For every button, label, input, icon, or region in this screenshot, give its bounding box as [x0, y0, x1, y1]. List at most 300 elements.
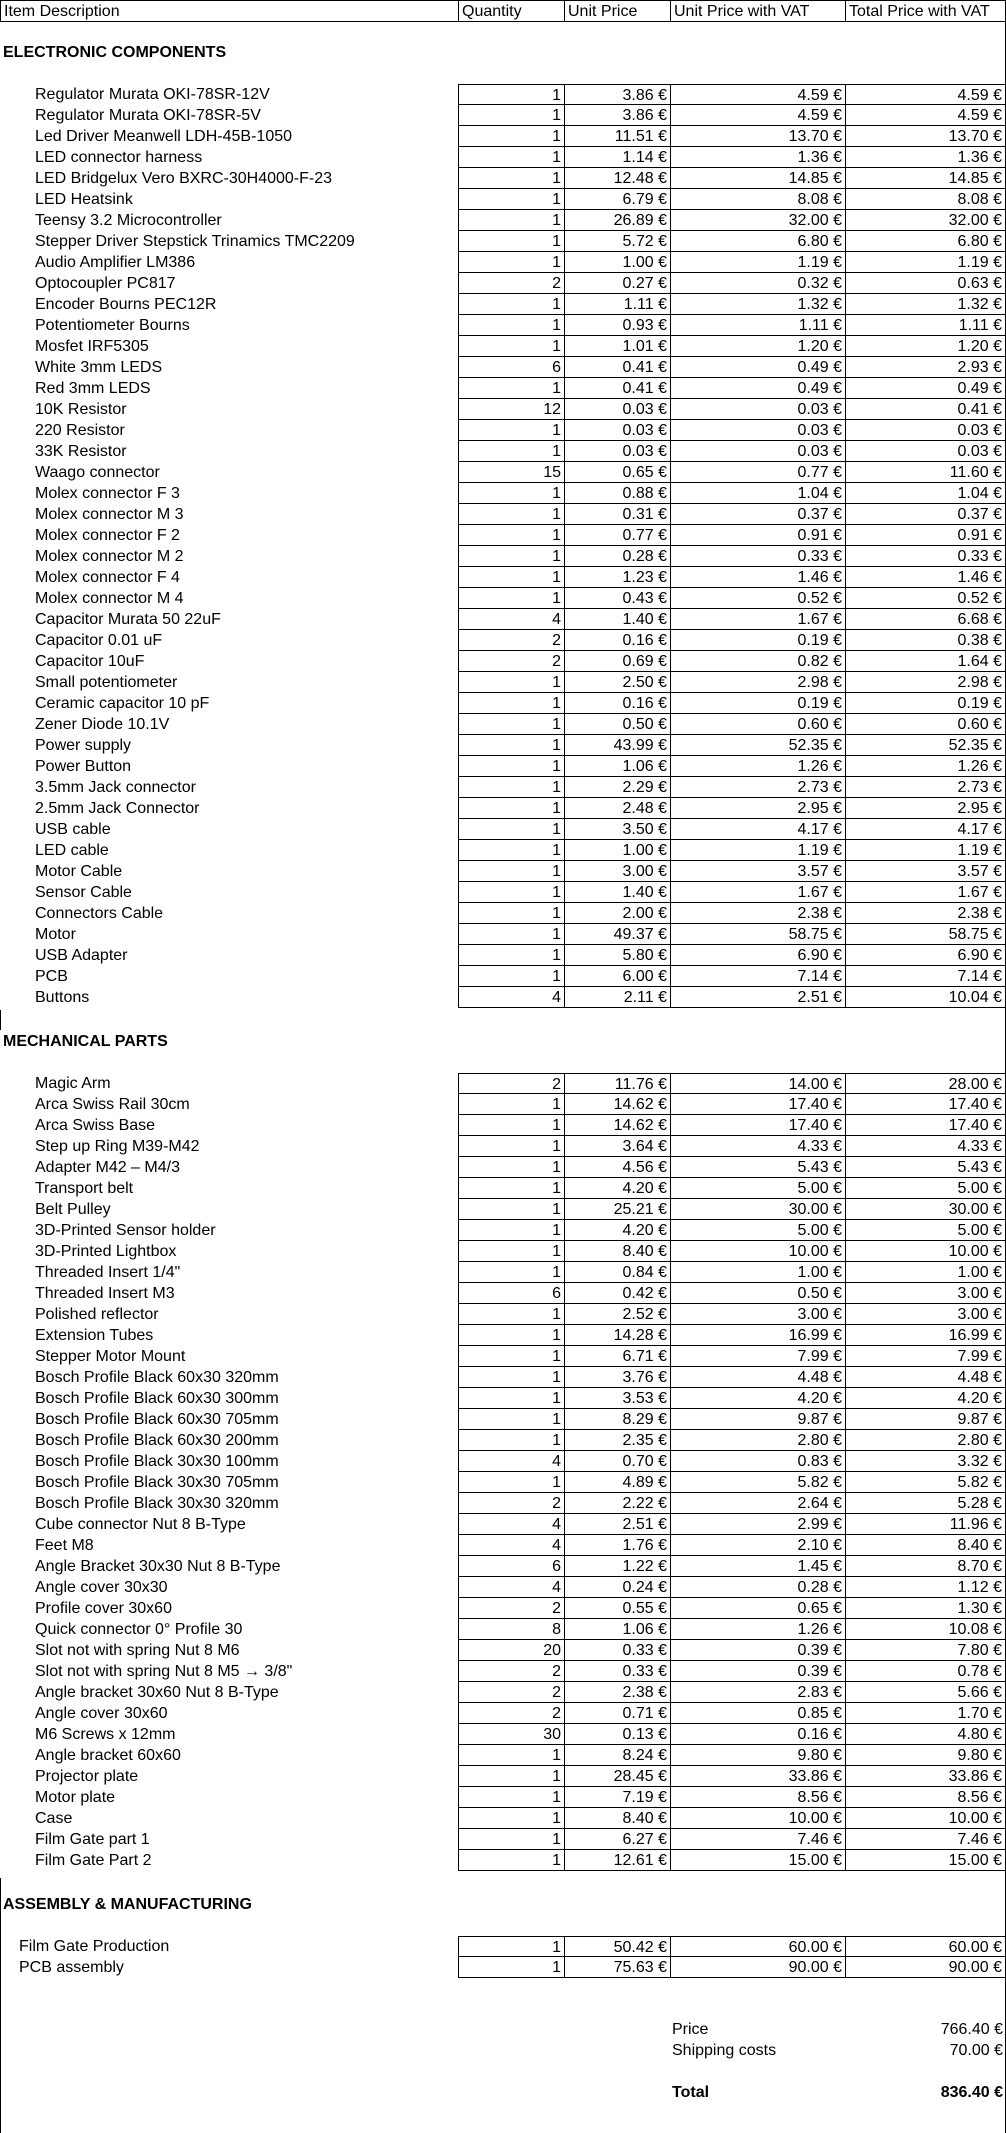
unit-price-cell[interactable]: 0.28 € — [564, 546, 671, 567]
item-description-cell[interactable]: Motor Cable — [35, 863, 123, 880]
total-price-cell[interactable]: 0.41 € — [845, 399, 1006, 420]
total-price-cell[interactable]: 4.80 € — [845, 1724, 1006, 1745]
item-description-cell[interactable]: Motor — [35, 926, 76, 943]
item-description-cell[interactable]: Threaded Insert 1/4" — [35, 1264, 181, 1281]
unit-price-vat-cell[interactable]: 10.00 € — [670, 1808, 846, 1829]
unit-price-vat-cell[interactable]: 2.64 € — [670, 1493, 846, 1514]
unit-price-cell[interactable]: 0.03 € — [564, 441, 671, 462]
total-price-cell[interactable]: 17.40 € — [845, 1115, 1006, 1136]
unit-price-cell[interactable]: 50.42 € — [564, 1936, 671, 1957]
unit-price-vat-cell[interactable]: 4.59 € — [670, 105, 846, 126]
quantity-cell[interactable]: 1 — [458, 315, 565, 336]
unit-price-vat-cell[interactable]: 2.83 € — [670, 1682, 846, 1703]
quantity-cell[interactable]: 1 — [458, 189, 565, 210]
total-price-cell[interactable]: 1.12 € — [845, 1577, 1006, 1598]
unit-price-cell[interactable]: 3.86 € — [564, 84, 671, 105]
unit-price-vat-cell[interactable]: 0.33 € — [670, 546, 846, 567]
total-price-cell[interactable]: 6.68 € — [845, 609, 1006, 630]
unit-price-cell[interactable]: 2.38 € — [564, 1682, 671, 1703]
unit-price-cell[interactable]: 75.63 € — [564, 1957, 671, 1978]
unit-price-vat-cell[interactable]: 0.39 € — [670, 1661, 846, 1682]
quantity-cell[interactable]: 1 — [458, 546, 565, 567]
unit-price-cell[interactable]: 0.88 € — [564, 483, 671, 504]
item-description-cell[interactable]: Waago connector — [35, 464, 160, 481]
quantity-cell[interactable]: 1 — [458, 252, 565, 273]
unit-price-vat-cell[interactable]: 1.67 € — [670, 882, 846, 903]
quantity-cell[interactable]: 1 — [458, 84, 565, 105]
unit-price-cell[interactable]: 2.29 € — [564, 777, 671, 798]
item-description-cell[interactable]: Encoder Bourns PEC12R — [35, 296, 217, 313]
item-description-cell[interactable]: Feet M8 — [35, 1537, 94, 1554]
unit-price-vat-cell[interactable]: 0.28 € — [670, 1577, 846, 1598]
unit-price-cell[interactable]: 1.06 € — [564, 756, 671, 777]
unit-price-cell[interactable]: 0.13 € — [564, 1724, 671, 1745]
quantity-cell[interactable]: 1 — [458, 504, 565, 525]
quantity-cell[interactable]: 1 — [458, 231, 565, 252]
item-description-cell[interactable]: LED connector harness — [35, 149, 203, 166]
quantity-cell[interactable]: 2 — [458, 1661, 565, 1682]
total-price-cell[interactable]: 32.00 € — [845, 210, 1006, 231]
header-item-description[interactable]: Item Description — [0, 0, 459, 22]
total-price-cell[interactable]: 1.19 € — [845, 252, 1006, 273]
item-description-cell[interactable]: Film Gate Production — [19, 1938, 170, 1955]
quantity-cell[interactable]: 1 — [458, 714, 565, 735]
total-price-cell[interactable]: 1.20 € — [845, 336, 1006, 357]
unit-price-cell[interactable]: 0.33 € — [564, 1640, 671, 1661]
quantity-cell[interactable]: 1 — [458, 861, 565, 882]
quantity-cell[interactable]: 4 — [458, 1451, 565, 1472]
summary-shipping-value[interactable]: 70.00 € — [949, 2042, 1003, 2059]
unit-price-cell[interactable]: 2.00 € — [564, 903, 671, 924]
item-description-cell[interactable]: Led Driver Meanwell LDH-45B-1050 — [35, 128, 293, 145]
unit-price-vat-cell[interactable]: 1.04 € — [670, 483, 846, 504]
unit-price-cell[interactable]: 7.19 € — [564, 1787, 671, 1808]
quantity-cell[interactable]: 2 — [458, 1682, 565, 1703]
unit-price-cell[interactable]: 3.00 € — [564, 861, 671, 882]
total-price-cell[interactable]: 2.38 € — [845, 903, 1006, 924]
header-total-price-vat[interactable]: Total Price with VAT — [845, 0, 1006, 22]
quantity-cell[interactable]: 4 — [458, 987, 565, 1008]
quantity-cell[interactable]: 2 — [458, 1703, 565, 1724]
unit-price-cell[interactable]: 4.20 € — [564, 1178, 671, 1199]
quantity-cell[interactable]: 1 — [458, 1850, 565, 1871]
item-description-cell[interactable]: Arca Swiss Rail 30cm — [35, 1096, 190, 1113]
unit-price-vat-cell[interactable]: 2.10 € — [670, 1535, 846, 1556]
item-description-cell[interactable]: Step up Ring M39-M42 — [35, 1138, 200, 1155]
unit-price-vat-cell[interactable]: 1.19 € — [670, 252, 846, 273]
unit-price-vat-cell[interactable]: 0.03 € — [670, 420, 846, 441]
unit-price-cell[interactable]: 11.76 € — [564, 1073, 671, 1094]
total-price-cell[interactable]: 8.08 € — [845, 189, 1006, 210]
quantity-cell[interactable]: 1 — [458, 1388, 565, 1409]
item-description-cell[interactable]: LED Heatsink — [35, 191, 133, 208]
total-price-cell[interactable]: 10.00 € — [845, 1241, 1006, 1262]
quantity-cell[interactable]: 1 — [458, 966, 565, 987]
unit-price-vat-cell[interactable]: 0.49 € — [670, 378, 846, 399]
unit-price-cell[interactable]: 4.20 € — [564, 1220, 671, 1241]
unit-price-cell[interactable]: 5.72 € — [564, 231, 671, 252]
unit-price-cell[interactable]: 8.40 € — [564, 1241, 671, 1262]
unit-price-vat-cell[interactable]: 33.86 € — [670, 1766, 846, 1787]
item-description-cell[interactable]: 33K Resistor — [35, 443, 127, 460]
unit-price-cell[interactable]: 1.14 € — [564, 147, 671, 168]
total-price-cell[interactable]: 0.37 € — [845, 504, 1006, 525]
total-price-cell[interactable]: 6.80 € — [845, 231, 1006, 252]
total-price-cell[interactable]: 7.14 € — [845, 966, 1006, 987]
unit-price-cell[interactable]: 1.76 € — [564, 1535, 671, 1556]
unit-price-vat-cell[interactable]: 2.73 € — [670, 777, 846, 798]
unit-price-vat-cell[interactable]: 0.37 € — [670, 504, 846, 525]
total-price-cell[interactable]: 1.67 € — [845, 882, 1006, 903]
unit-price-vat-cell[interactable]: 0.19 € — [670, 630, 846, 651]
total-price-cell[interactable]: 4.48 € — [845, 1367, 1006, 1388]
item-description-cell[interactable]: Teensy 3.2 Microcontroller — [35, 212, 222, 229]
unit-price-vat-cell[interactable]: 5.43 € — [670, 1157, 846, 1178]
quantity-cell[interactable]: 1 — [458, 1325, 565, 1346]
item-description-cell[interactable]: Potentiometer Bourns — [35, 317, 190, 334]
quantity-cell[interactable]: 1 — [458, 1472, 565, 1493]
unit-price-vat-cell[interactable]: 1.26 € — [670, 756, 846, 777]
item-description-cell[interactable]: Magic Arm — [35, 1075, 111, 1092]
unit-price-cell[interactable]: 0.77 € — [564, 525, 671, 546]
unit-price-cell[interactable]: 0.42 € — [564, 1283, 671, 1304]
total-price-cell[interactable]: 17.40 € — [845, 1094, 1006, 1115]
unit-price-vat-cell[interactable]: 0.77 € — [670, 462, 846, 483]
total-price-cell[interactable]: 6.90 € — [845, 945, 1006, 966]
quantity-cell[interactable]: 15 — [458, 462, 565, 483]
total-price-cell[interactable]: 1.32 € — [845, 294, 1006, 315]
total-price-cell[interactable]: 0.33 € — [845, 546, 1006, 567]
unit-price-vat-cell[interactable]: 2.95 € — [670, 798, 846, 819]
item-description-cell[interactable]: Cube connector Nut 8 B-Type — [35, 1516, 246, 1533]
quantity-cell[interactable]: 1 — [458, 294, 565, 315]
total-price-cell[interactable]: 7.80 € — [845, 1640, 1006, 1661]
unit-price-vat-cell[interactable]: 1.67 € — [670, 609, 846, 630]
quantity-cell[interactable]: 2 — [458, 273, 565, 294]
total-price-cell[interactable]: 5.00 € — [845, 1178, 1006, 1199]
quantity-cell[interactable]: 1 — [458, 1808, 565, 1829]
unit-price-vat-cell[interactable]: 1.32 € — [670, 294, 846, 315]
quantity-cell[interactable]: 1 — [458, 1241, 565, 1262]
unit-price-cell[interactable]: 8.29 € — [564, 1409, 671, 1430]
total-price-cell[interactable]: 16.99 € — [845, 1325, 1006, 1346]
unit-price-cell[interactable]: 2.22 € — [564, 1493, 671, 1514]
unit-price-vat-cell[interactable]: 3.00 € — [670, 1304, 846, 1325]
total-price-cell[interactable]: 28.00 € — [845, 1073, 1006, 1094]
unit-price-cell[interactable]: 0.55 € — [564, 1598, 671, 1619]
unit-price-cell[interactable]: 0.50 € — [564, 714, 671, 735]
unit-price-vat-cell[interactable]: 4.20 € — [670, 1388, 846, 1409]
item-description-cell[interactable]: Buttons — [35, 989, 90, 1006]
item-description-cell[interactable]: Quick connector 0° Profile 30 — [35, 1621, 243, 1638]
unit-price-vat-cell[interactable]: 0.49 € — [670, 357, 846, 378]
quantity-cell[interactable]: 1 — [458, 882, 565, 903]
unit-price-cell[interactable]: 2.48 € — [564, 798, 671, 819]
unit-price-vat-cell[interactable]: 4.17 € — [670, 819, 846, 840]
unit-price-vat-cell[interactable]: 14.85 € — [670, 168, 846, 189]
unit-price-vat-cell[interactable]: 10.00 € — [670, 1241, 846, 1262]
total-price-cell[interactable]: 0.63 € — [845, 273, 1006, 294]
item-description-cell[interactable]: Angle cover 30x60 — [35, 1705, 168, 1722]
quantity-cell[interactable]: 1 — [458, 441, 565, 462]
item-description-cell[interactable]: Case — [35, 1810, 73, 1827]
total-price-cell[interactable]: 3.57 € — [845, 861, 1006, 882]
quantity-cell[interactable]: 1 — [458, 735, 565, 756]
unit-price-cell[interactable]: 0.43 € — [564, 588, 671, 609]
quantity-cell[interactable]: 2 — [458, 1598, 565, 1619]
unit-price-vat-cell[interactable]: 8.08 € — [670, 189, 846, 210]
unit-price-vat-cell[interactable]: 3.57 € — [670, 861, 846, 882]
unit-price-cell[interactable]: 0.03 € — [564, 420, 671, 441]
unit-price-cell[interactable]: 25.21 € — [564, 1199, 671, 1220]
quantity-cell[interactable]: 1 — [458, 1094, 565, 1115]
quantity-cell[interactable]: 1 — [458, 105, 565, 126]
total-price-cell[interactable]: 0.52 € — [845, 588, 1006, 609]
total-price-cell[interactable]: 3.32 € — [845, 1451, 1006, 1472]
total-price-cell[interactable]: 10.08 € — [845, 1619, 1006, 1640]
item-description-cell[interactable]: Angle bracket 60x60 — [35, 1747, 181, 1764]
item-description-cell[interactable]: Bosch Profile Black 30x30 320mm — [35, 1495, 279, 1512]
item-description-cell[interactable]: Bosch Profile Black 30x30 100mm — [35, 1453, 279, 1470]
item-description-cell[interactable]: Slot not with spring Nut 8 M6 — [35, 1642, 240, 1659]
unit-price-cell[interactable]: 49.37 € — [564, 924, 671, 945]
item-description-cell[interactable]: Optocoupler PC817 — [35, 275, 176, 292]
total-price-cell[interactable]: 60.00 € — [845, 1936, 1006, 1957]
unit-price-cell[interactable]: 0.65 € — [564, 462, 671, 483]
unit-price-cell[interactable]: 8.40 € — [564, 1808, 671, 1829]
quantity-cell[interactable]: 1 — [458, 1936, 565, 1957]
item-description-cell[interactable]: Molex connector M 3 — [35, 506, 184, 523]
unit-price-cell[interactable]: 14.62 € — [564, 1094, 671, 1115]
unit-price-cell[interactable]: 0.16 € — [564, 630, 671, 651]
unit-price-cell[interactable]: 43.99 € — [564, 735, 671, 756]
unit-price-vat-cell[interactable]: 30.00 € — [670, 1199, 846, 1220]
unit-price-cell[interactable]: 11.51 € — [564, 126, 671, 147]
quantity-cell[interactable]: 6 — [458, 357, 565, 378]
total-price-cell[interactable]: 5.82 € — [845, 1472, 1006, 1493]
unit-price-vat-cell[interactable]: 1.20 € — [670, 336, 846, 357]
total-price-cell[interactable]: 4.59 € — [845, 105, 1006, 126]
item-description-cell[interactable]: Bosch Profile Black 60x30 300mm — [35, 1390, 279, 1407]
unit-price-vat-cell[interactable]: 0.65 € — [670, 1598, 846, 1619]
unit-price-vat-cell[interactable]: 0.32 € — [670, 273, 846, 294]
total-price-cell[interactable]: 7.99 € — [845, 1346, 1006, 1367]
item-description-cell[interactable]: Stepper Driver Stepstick Trinamics TMC2209 — [35, 233, 355, 250]
unit-price-vat-cell[interactable]: 16.99 € — [670, 1325, 846, 1346]
quantity-cell[interactable]: 1 — [458, 1178, 565, 1199]
unit-price-cell[interactable]: 12.61 € — [564, 1850, 671, 1871]
unit-price-cell[interactable]: 1.06 € — [564, 1619, 671, 1640]
total-price-cell[interactable]: 52.35 € — [845, 735, 1006, 756]
quantity-cell[interactable]: 1 — [458, 210, 565, 231]
unit-price-vat-cell[interactable]: 2.98 € — [670, 672, 846, 693]
summary-total-value[interactable]: 836.40 € — [940, 2084, 1003, 2101]
unit-price-cell[interactable]: 0.33 € — [564, 1661, 671, 1682]
unit-price-cell[interactable]: 2.11 € — [564, 987, 671, 1008]
item-description-cell[interactable]: Bosch Profile Black 60x30 320mm — [35, 1369, 279, 1386]
total-price-cell[interactable]: 0.38 € — [845, 630, 1006, 651]
quantity-cell[interactable]: 1 — [458, 588, 565, 609]
item-description-cell[interactable]: White 3mm LEDS — [35, 359, 163, 376]
unit-price-cell[interactable]: 0.70 € — [564, 1451, 671, 1472]
unit-price-cell[interactable]: 0.69 € — [564, 651, 671, 672]
unit-price-vat-cell[interactable]: 5.00 € — [670, 1220, 846, 1241]
header-unit-price-vat[interactable]: Unit Price with VAT — [670, 0, 846, 22]
item-description-cell[interactable]: Motor plate — [35, 1789, 116, 1806]
quantity-cell[interactable]: 1 — [458, 672, 565, 693]
total-price-cell[interactable]: 0.91 € — [845, 525, 1006, 546]
unit-price-cell[interactable]: 0.27 € — [564, 273, 671, 294]
unit-price-vat-cell[interactable]: 8.56 € — [670, 1787, 846, 1808]
unit-price-cell[interactable]: 26.89 € — [564, 210, 671, 231]
unit-price-cell[interactable]: 14.28 € — [564, 1325, 671, 1346]
item-description-cell[interactable]: LED Bridgelux Vero BXRC-30H4000-F-23 — [35, 170, 333, 187]
quantity-cell[interactable]: 1 — [458, 1199, 565, 1220]
total-price-cell[interactable]: 13.70 € — [845, 126, 1006, 147]
unit-price-vat-cell[interactable]: 17.40 € — [670, 1115, 846, 1136]
item-description-cell[interactable]: Stepper Motor Mount — [35, 1348, 186, 1365]
quantity-cell[interactable]: 1 — [458, 1304, 565, 1325]
quantity-cell[interactable]: 1 — [458, 1430, 565, 1451]
unit-price-cell[interactable]: 2.35 € — [564, 1430, 671, 1451]
unit-price-vat-cell[interactable]: 5.00 € — [670, 1178, 846, 1199]
unit-price-cell[interactable]: 4.56 € — [564, 1157, 671, 1178]
unit-price-cell[interactable]: 12.48 € — [564, 168, 671, 189]
unit-price-cell[interactable]: 3.53 € — [564, 1388, 671, 1409]
item-description-cell[interactable]: Threaded Insert M3 — [35, 1285, 175, 1302]
quantity-cell[interactable]: 1 — [458, 378, 565, 399]
item-description-cell[interactable]: Transport belt — [35, 1180, 134, 1197]
item-description-cell[interactable]: Molex connector F 4 — [35, 569, 180, 586]
summary-price-value[interactable]: 766.40 € — [940, 2021, 1003, 2038]
quantity-cell[interactable]: 1 — [458, 840, 565, 861]
unit-price-vat-cell[interactable]: 17.40 € — [670, 1094, 846, 1115]
unit-price-vat-cell[interactable]: 0.52 € — [670, 588, 846, 609]
unit-price-cell[interactable]: 6.71 € — [564, 1346, 671, 1367]
quantity-cell[interactable]: 1 — [458, 168, 565, 189]
quantity-cell[interactable]: 4 — [458, 1514, 565, 1535]
item-description-cell[interactable]: M6 Screws x 12mm — [35, 1726, 176, 1743]
unit-price-cell[interactable]: 5.80 € — [564, 945, 671, 966]
unit-price-vat-cell[interactable]: 2.80 € — [670, 1430, 846, 1451]
quantity-cell[interactable]: 6 — [458, 1556, 565, 1577]
quantity-cell[interactable]: 1 — [458, 798, 565, 819]
total-price-cell[interactable]: 4.20 € — [845, 1388, 1006, 1409]
item-description-cell[interactable]: Bosch Profile Black 30x30 705mm — [35, 1474, 279, 1491]
quantity-cell[interactable]: 1 — [458, 1220, 565, 1241]
total-price-cell[interactable]: 2.80 € — [845, 1430, 1006, 1451]
quantity-cell[interactable]: 1 — [458, 819, 565, 840]
unit-price-cell[interactable]: 1.40 € — [564, 609, 671, 630]
total-price-cell[interactable]: 4.17 € — [845, 819, 1006, 840]
item-description-cell[interactable]: 3D-Printed Lightbox — [35, 1243, 177, 1260]
unit-price-cell[interactable]: 0.71 € — [564, 1703, 671, 1724]
item-description-cell[interactable]: Mosfet IRF5305 — [35, 338, 149, 355]
unit-price-vat-cell[interactable]: 0.85 € — [670, 1703, 846, 1724]
unit-price-vat-cell[interactable]: 15.00 € — [670, 1850, 846, 1871]
item-description-cell[interactable]: 2.5mm Jack Connector — [35, 800, 200, 817]
unit-price-cell[interactable]: 6.00 € — [564, 966, 671, 987]
total-price-cell[interactable]: 2.73 € — [845, 777, 1006, 798]
item-description-cell[interactable]: 220 Resistor — [35, 422, 125, 439]
item-description-cell[interactable]: Slot not with spring Nut 8 M5 → 3/8" — [35, 1663, 293, 1680]
unit-price-vat-cell[interactable]: 1.46 € — [670, 567, 846, 588]
unit-price-cell[interactable]: 1.40 € — [564, 882, 671, 903]
quantity-cell[interactable]: 4 — [458, 609, 565, 630]
item-description-cell[interactable]: 3D-Printed Sensor holder — [35, 1222, 216, 1239]
item-description-cell[interactable]: Adapter M42 – M4/3 — [35, 1159, 180, 1176]
header-unit-price[interactable]: Unit Price — [564, 0, 671, 22]
total-price-cell[interactable]: 10.00 € — [845, 1808, 1006, 1829]
item-description-cell[interactable]: Extension Tubes — [35, 1327, 154, 1344]
unit-price-cell[interactable]: 2.51 € — [564, 1514, 671, 1535]
unit-price-cell[interactable]: 6.27 € — [564, 1829, 671, 1850]
total-price-cell[interactable]: 33.86 € — [845, 1766, 1006, 1787]
item-description-cell[interactable]: Molex connector F 2 — [35, 527, 180, 544]
total-price-cell[interactable]: 1.36 € — [845, 147, 1006, 168]
item-description-cell[interactable]: Angle bracket 30x60 Nut 8 B-Type — [35, 1684, 279, 1701]
quantity-cell[interactable]: 1 — [458, 1766, 565, 1787]
total-price-cell[interactable]: 0.19 € — [845, 693, 1006, 714]
unit-price-vat-cell[interactable]: 14.00 € — [670, 1073, 846, 1094]
unit-price-vat-cell[interactable]: 0.03 € — [670, 441, 846, 462]
total-price-cell[interactable]: 2.95 € — [845, 798, 1006, 819]
total-price-cell[interactable]: 1.19 € — [845, 840, 1006, 861]
quantity-cell[interactable]: 1 — [458, 147, 565, 168]
total-price-cell[interactable]: 5.66 € — [845, 1682, 1006, 1703]
item-description-cell[interactable]: PCB — [35, 968, 68, 985]
item-description-cell[interactable]: Belt Pulley — [35, 1201, 111, 1218]
quantity-cell[interactable]: 8 — [458, 1619, 565, 1640]
item-description-cell[interactable]: Sensor Cable — [35, 884, 132, 901]
total-price-cell[interactable]: 2.98 € — [845, 672, 1006, 693]
unit-price-cell[interactable]: 6.79 € — [564, 189, 671, 210]
total-price-cell[interactable]: 1.00 € — [845, 1262, 1006, 1283]
unit-price-vat-cell[interactable]: 0.82 € — [670, 651, 846, 672]
item-description-cell[interactable]: Angle Bracket 30x30 Nut 8 B-Type — [35, 1558, 281, 1575]
quantity-cell[interactable]: 1 — [458, 1409, 565, 1430]
quantity-cell[interactable]: 6 — [458, 1283, 565, 1304]
total-price-cell[interactable]: 1.70 € — [845, 1703, 1006, 1724]
total-price-cell[interactable]: 0.49 € — [845, 378, 1006, 399]
quantity-cell[interactable]: 1 — [458, 924, 565, 945]
unit-price-vat-cell[interactable]: 0.19 € — [670, 693, 846, 714]
quantity-cell[interactable]: 2 — [458, 1073, 565, 1094]
total-price-cell[interactable]: 1.11 € — [845, 315, 1006, 336]
unit-price-vat-cell[interactable]: 0.60 € — [670, 714, 846, 735]
quantity-cell[interactable]: 20 — [458, 1640, 565, 1661]
item-description-cell[interactable]: Bosch Profile Black 60x30 200mm — [35, 1432, 279, 1449]
unit-price-vat-cell[interactable]: 7.46 € — [670, 1829, 846, 1850]
total-price-cell[interactable]: 10.04 € — [845, 987, 1006, 1008]
total-price-cell[interactable]: 8.56 € — [845, 1787, 1006, 1808]
unit-price-cell[interactable]: 2.50 € — [564, 672, 671, 693]
quantity-cell[interactable]: 1 — [458, 420, 565, 441]
item-description-cell[interactable]: PCB assembly — [19, 1959, 124, 1976]
unit-price-vat-cell[interactable]: 1.26 € — [670, 1619, 846, 1640]
item-description-cell[interactable]: Bosch Profile Black 60x30 705mm — [35, 1411, 279, 1428]
quantity-cell[interactable]: 1 — [458, 1157, 565, 1178]
quantity-cell[interactable]: 30 — [458, 1724, 565, 1745]
total-price-cell[interactable]: 1.26 € — [845, 756, 1006, 777]
unit-price-cell[interactable]: 1.11 € — [564, 294, 671, 315]
total-price-cell[interactable]: 2.93 € — [845, 357, 1006, 378]
quantity-cell[interactable]: 1 — [458, 483, 565, 504]
quantity-cell[interactable]: 1 — [458, 1262, 565, 1283]
total-price-cell[interactable]: 5.28 € — [845, 1493, 1006, 1514]
unit-price-cell[interactable]: 0.31 € — [564, 504, 671, 525]
quantity-cell[interactable]: 1 — [458, 1115, 565, 1136]
